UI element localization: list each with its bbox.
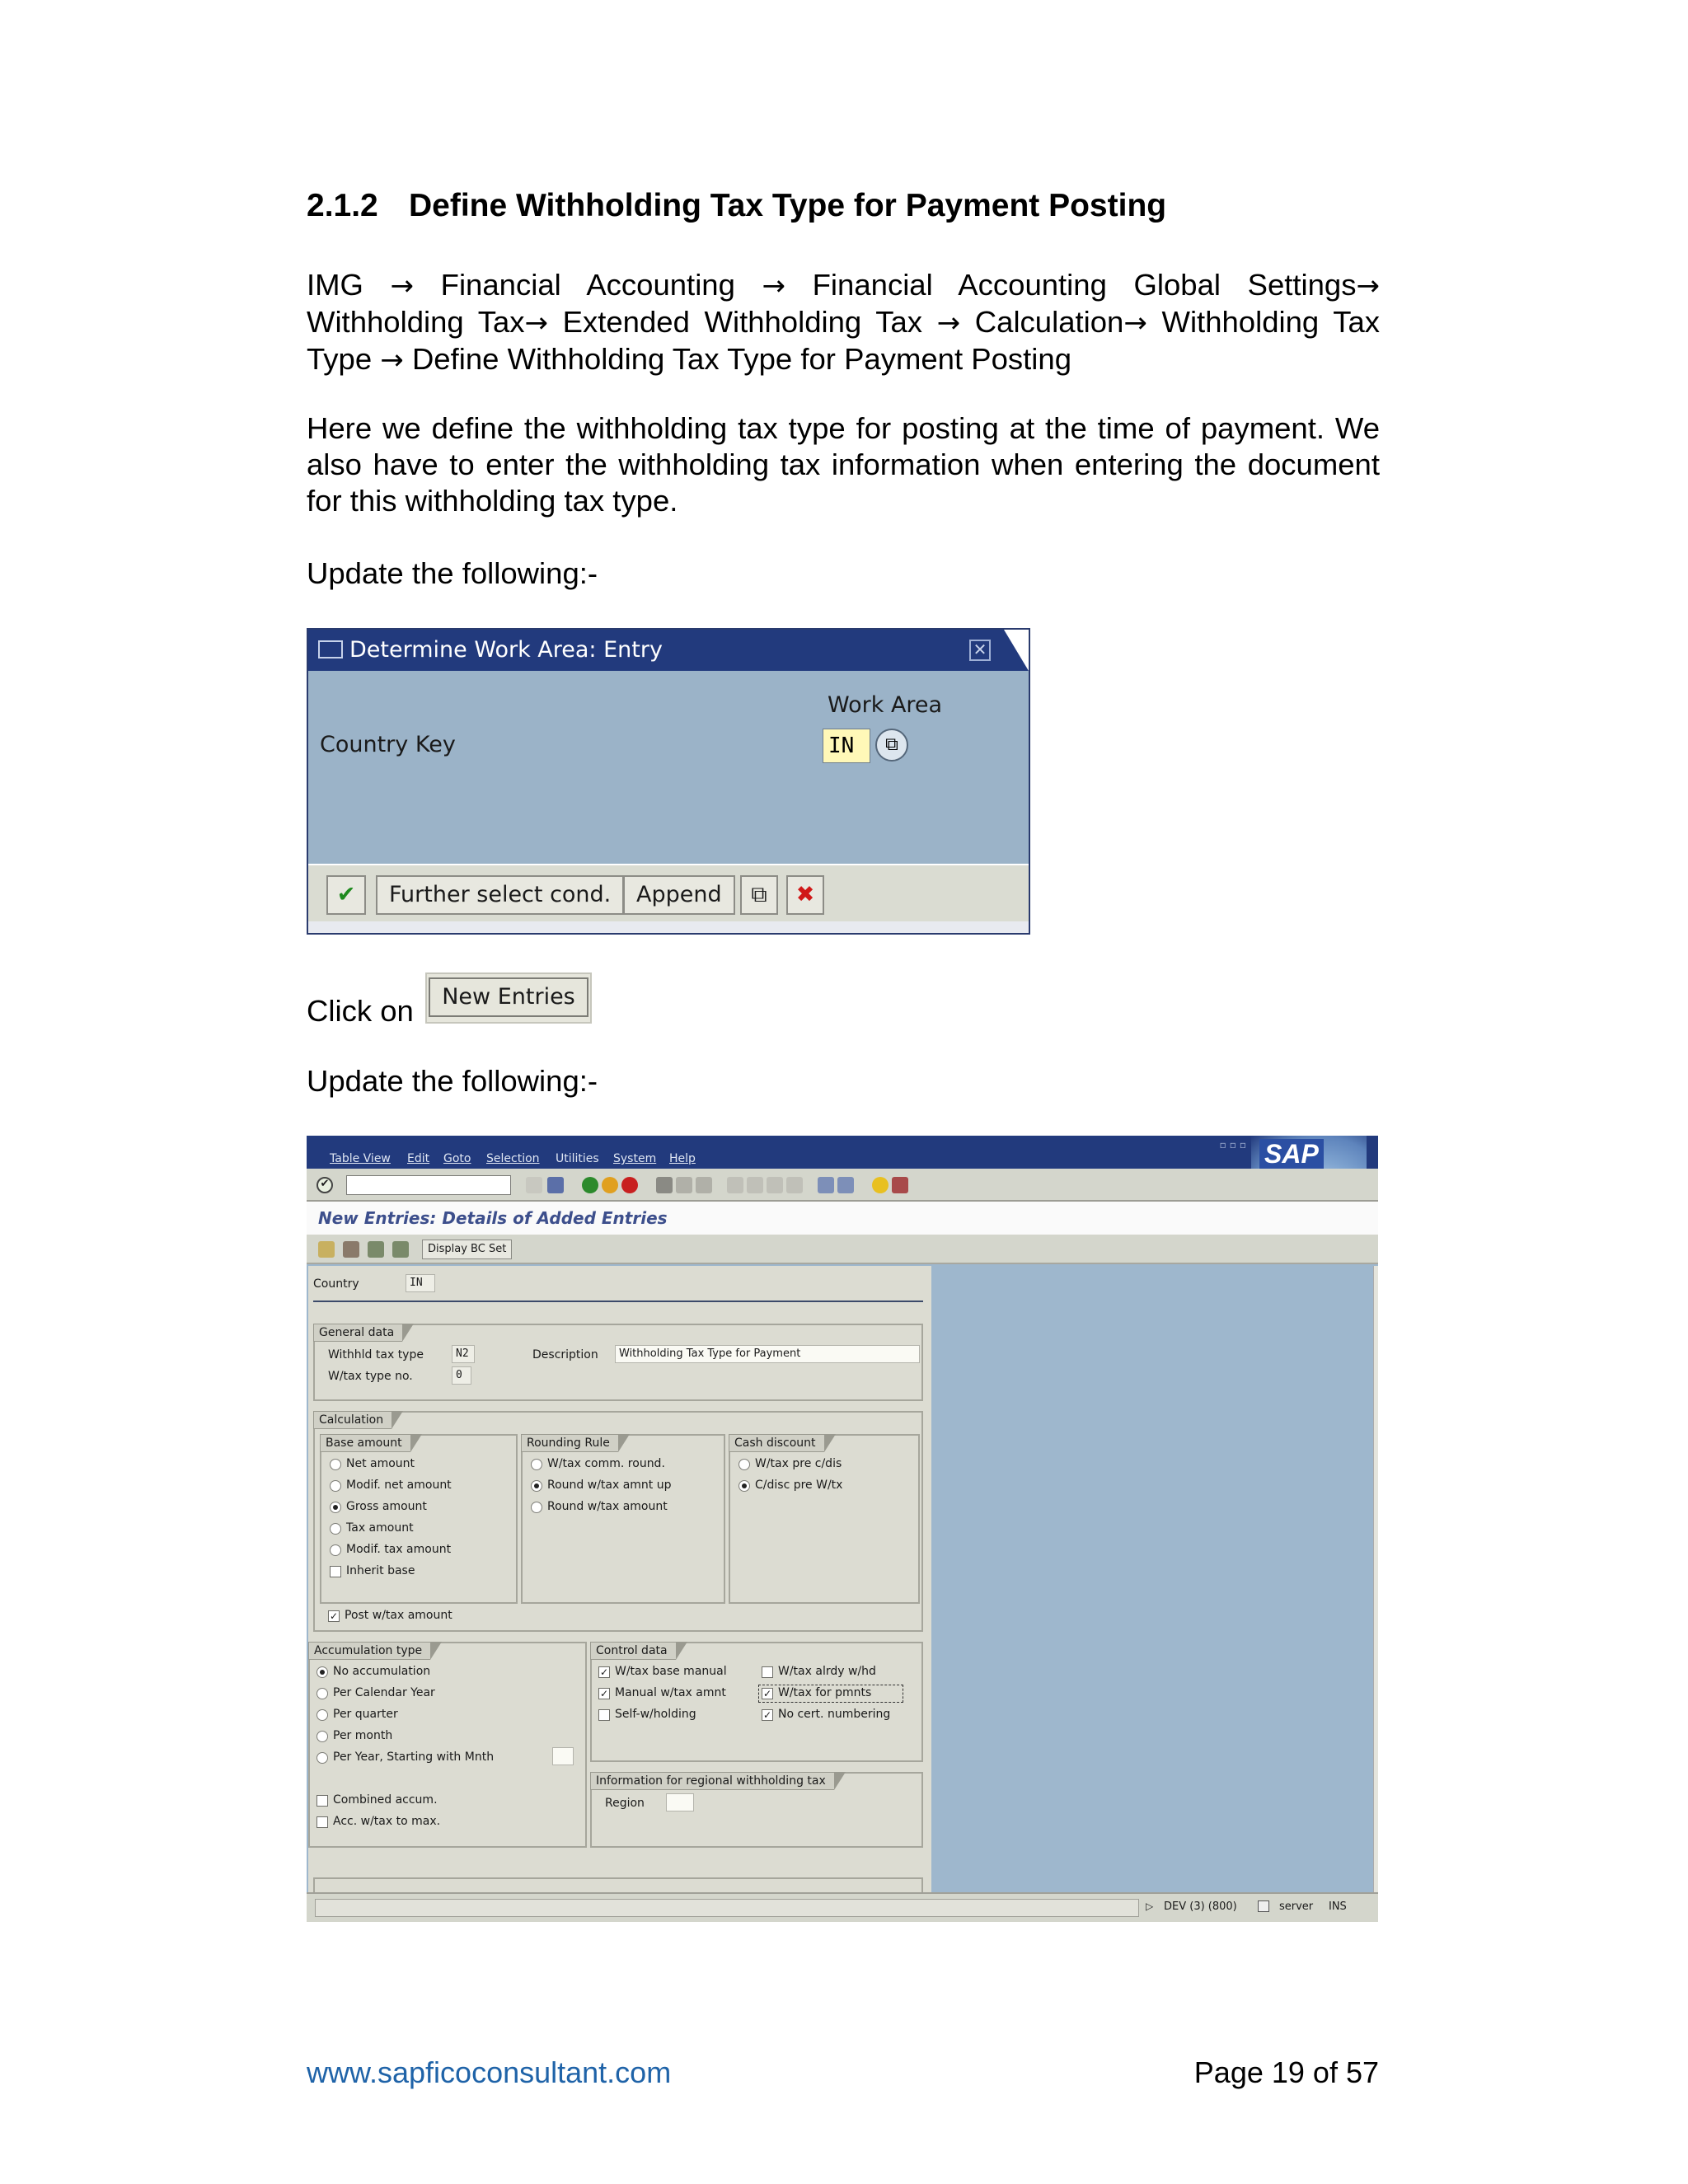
click-on-text: Click on <box>307 994 414 1028</box>
status-server: server <box>1279 1900 1314 1913</box>
save-icon[interactable] <box>547 1177 564 1193</box>
arrow-icon: → <box>762 269 786 302</box>
wtax-base-manual-label: W/tax base manual <box>615 1665 727 1678</box>
dialog-underlay <box>308 921 1029 935</box>
path-segment: Withholding Tax Type <box>307 305 1380 376</box>
country-label: Country <box>313 1277 359 1291</box>
tax-amount-label: Tax amount <box>346 1521 414 1535</box>
path-segment: Calculation <box>974 305 1124 339</box>
status-message-area <box>315 1899 1139 1917</box>
acc-wtax-to-max-checkbox[interactable] <box>316 1816 328 1828</box>
gross-amount-label: Gross amount <box>346 1500 427 1513</box>
per-month-label: Per month <box>333 1729 393 1742</box>
first-page-icon[interactable] <box>727 1177 743 1193</box>
per-year-starting-label: Per Year, Starting with Mnth <box>333 1750 495 1764</box>
confirm-check-icon[interactable]: ✔ <box>326 875 366 915</box>
general-data-title: General data <box>313 1324 402 1342</box>
status-triangle-icon[interactable]: ▷ <box>1146 1900 1154 1912</box>
radio-per-quarter[interactable] <box>316 1709 328 1721</box>
radio-per-year-starting[interactable] <box>316 1752 328 1764</box>
radio-modif-tax-amount[interactable] <box>330 1544 341 1556</box>
accumulation-title: Accumulation type <box>308 1642 430 1660</box>
region-label: Region <box>605 1797 645 1810</box>
no-cert-numbering-checkbox[interactable]: ✓ <box>762 1709 772 1721</box>
menu-goto[interactable]: Goto <box>443 1152 471 1165</box>
work-area-dialog <box>307 628 1030 935</box>
header-divider <box>313 1301 923 1302</box>
path-segment: Withholding Tax <box>307 305 525 339</box>
net-amount-label: Net amount <box>346 1457 415 1470</box>
display-change-icon[interactable] <box>318 1241 335 1258</box>
dialog-title-bar <box>308 630 1029 671</box>
no-cert-numbering-label: No cert. numbering <box>778 1708 891 1721</box>
update-instruction-2: Update the following:- <box>307 1064 598 1098</box>
path-segment: Financial Accounting <box>440 268 735 302</box>
radio-per-month[interactable] <box>316 1731 328 1742</box>
menu-system[interactable]: System <box>613 1152 657 1165</box>
page-number: Page 19 of 57 <box>1193 2055 1379 2089</box>
multiple-selection-icon[interactable]: ⧉ <box>740 875 778 915</box>
cash-discount-title: Cash discount <box>729 1434 824 1452</box>
wtax-base-manual-checkbox[interactable]: ✓ <box>599 1666 609 1678</box>
display-bc-set-button[interactable]: Display BC Set <box>422 1240 512 1259</box>
base-amount-title: Base amount <box>320 1434 410 1452</box>
dialog-window-icon <box>318 640 343 658</box>
round-wtax-amnt-up-label: Round w/tax amnt up <box>547 1479 672 1492</box>
shortcut-icon[interactable] <box>837 1177 854 1193</box>
intro-paragraph: Here we define the withholding tax type for posting at the time of payment. We also have to enter the withholding tax information when entering the document for this withholding tax type. <box>307 411 1380 518</box>
post-wtax-amount-label: Post w/tax amount <box>345 1609 452 1622</box>
control-data-title: Control data <box>590 1642 676 1660</box>
wtax-type-no-field[interactable]: 0 <box>452 1366 471 1385</box>
close-icon[interactable]: ✕ <box>969 640 991 661</box>
starting-month-field[interactable] <box>552 1747 574 1765</box>
arrow-icon: → <box>390 269 415 302</box>
country-field[interactable]: IN <box>406 1274 435 1292</box>
accumulation-group <box>308 1642 587 1848</box>
inherit-base-checkbox[interactable] <box>330 1566 341 1577</box>
find-icon[interactable] <box>676 1177 692 1193</box>
vertical-scrollbar[interactable] <box>1373 1266 1378 1892</box>
acc-wtax-to-max-label: Acc. w/tax to max. <box>333 1815 441 1828</box>
new-entries-button[interactable] <box>425 972 592 1024</box>
update-instruction: Update the following:- <box>307 556 598 590</box>
manual-wtax-amnt-label: Manual w/tax amnt <box>615 1686 726 1699</box>
radio-no-accumulation[interactable] <box>316 1666 328 1678</box>
last-page-icon[interactable] <box>786 1177 803 1193</box>
round-wtax-amount-label: Round w/tax amount <box>547 1500 668 1513</box>
status-mode: INS <box>1329 1900 1347 1913</box>
back-icon[interactable] <box>582 1177 598 1193</box>
per-quarter-label: Per quarter <box>333 1708 398 1721</box>
country-key-label: Country Key <box>320 732 456 757</box>
menu-utilities[interactable]: Utilities <box>556 1152 599 1165</box>
regional-wtax-group <box>590 1772 923 1848</box>
regional-wtax-title: Information for regional withholding tax <box>590 1772 834 1790</box>
detail-panel <box>308 1266 931 1892</box>
help-icon[interactable] <box>872 1177 889 1193</box>
new-session-icon[interactable] <box>818 1177 834 1193</box>
arrow-icon: → <box>380 344 404 377</box>
self-wholding-checkbox[interactable] <box>598 1709 610 1721</box>
further-select-button[interactable]: Further select cond. <box>376 875 624 915</box>
path-segment: Financial Accounting Global Settings <box>812 268 1357 302</box>
rounding-rule-title: Rounding Rule <box>521 1434 618 1452</box>
wtax-type-no-label: W/tax type no. <box>328 1370 413 1383</box>
post-wtax-amount-checkbox[interactable]: ✓ <box>329 1610 339 1622</box>
manual-wtax-amnt-checkbox[interactable]: ✓ <box>599 1688 609 1699</box>
description-label: Description <box>532 1348 598 1361</box>
radio-tax-amount[interactable] <box>330 1523 341 1535</box>
command-field[interactable] <box>346 1175 511 1195</box>
radio-cdisc-pre-wtx[interactable] <box>738 1480 750 1492</box>
next-page-icon[interactable] <box>767 1177 783 1193</box>
prev-page-icon[interactable] <box>747 1177 763 1193</box>
wtax-alrdy-whd-label: W/tax alrdy w/hd <box>778 1665 876 1678</box>
layout-menu-icon[interactable] <box>892 1177 908 1193</box>
country-key-input[interactable]: IN <box>823 729 870 763</box>
new-entries-label: New Entries <box>429 977 588 1017</box>
cancel-icon[interactable] <box>621 1177 638 1193</box>
enter-icon[interactable]: ✔ <box>316 1177 333 1193</box>
inherit-base-label: Inherit base <box>346 1564 415 1577</box>
radio-wtax-comm-round[interactable] <box>531 1459 542 1470</box>
wtax-for-pmnts-checkbox[interactable]: ✓ <box>762 1688 772 1699</box>
arrow-icon: → <box>524 307 548 340</box>
delete-icon[interactable] <box>343 1241 359 1258</box>
footer-website-link[interactable]: www.sapficoconsultant.com <box>307 2055 672 2089</box>
path-segment: IMG <box>307 268 363 302</box>
radio-per-calendar-year[interactable] <box>316 1688 328 1699</box>
next-entry-icon[interactable] <box>392 1241 409 1258</box>
base-amount-group <box>320 1434 518 1604</box>
calculation-group <box>313 1411 923 1632</box>
withhld-tax-type-field[interactable]: N2 <box>452 1345 475 1363</box>
arrow-icon: → <box>1356 269 1380 302</box>
combined-accum-checkbox[interactable] <box>316 1795 328 1807</box>
menu-edit[interactable]: Edit <box>407 1152 430 1165</box>
radio-round-wtax-amnt-up[interactable] <box>531 1480 542 1492</box>
sap-screen <box>307 1136 1378 1922</box>
dialog-corner <box>1004 630 1029 671</box>
sap-work-area <box>307 1266 1375 1892</box>
radio-round-wtax-amount[interactable] <box>531 1502 542 1513</box>
modif-tax-amount-label: Modif. tax amount <box>346 1543 452 1556</box>
radio-net-amount[interactable] <box>330 1459 341 1470</box>
control-data-group <box>590 1642 923 1762</box>
modif-net-amount-label: Modif. net amount <box>346 1479 452 1492</box>
per-calendar-year-label: Per Calendar Year <box>333 1686 435 1699</box>
sap-logo-text: SAP <box>1259 1139 1324 1169</box>
general-data-group <box>313 1324 923 1401</box>
arrow-icon: → <box>936 307 961 340</box>
screen-title: New Entries: Details of Added Entries <box>318 1208 668 1228</box>
work-area-label: Work Area <box>828 692 943 718</box>
dialog-toolbar <box>308 864 1029 921</box>
no-accumulation-label: No accumulation <box>333 1665 431 1678</box>
previous-entry-icon[interactable] <box>368 1241 384 1258</box>
wtax-pre-cdis-label: W/tax pre c/dis <box>755 1457 842 1470</box>
sap-title-bar <box>307 1202 1378 1235</box>
sap-status-bar <box>307 1892 1378 1922</box>
menu-table-view[interactable]: Table View <box>330 1152 391 1165</box>
match-code-icon[interactable]: ⧉ <box>875 729 908 762</box>
exit-icon[interactable] <box>602 1177 618 1193</box>
calculation-title: Calculation <box>313 1411 392 1429</box>
self-wholding-label: Self-w/holding <box>615 1708 696 1721</box>
radio-modif-net-amount[interactable] <box>330 1480 341 1492</box>
status-system: DEV (3) (800) <box>1164 1900 1237 1913</box>
section-number: 2.1.2 <box>307 188 378 223</box>
system-info-icon[interactable] <box>1258 1900 1269 1912</box>
radio-wtax-pre-cdis[interactable] <box>738 1459 750 1470</box>
dialog-title: Determine Work Area: Entry <box>349 637 663 663</box>
arrow-icon: → <box>1123 307 1147 340</box>
sap-menu-bar <box>307 1136 1378 1169</box>
combined-accum-label: Combined accum. <box>333 1793 438 1807</box>
print-icon[interactable] <box>656 1177 673 1193</box>
wtax-alrdy-whd-checkbox[interactable] <box>762 1666 773 1678</box>
append-button[interactable]: Append <box>623 875 735 915</box>
find-next-icon[interactable] <box>696 1177 712 1193</box>
cancel-x-icon[interactable]: ✖ <box>786 875 824 915</box>
sap-application-toolbar <box>307 1235 1378 1264</box>
cash-discount-group <box>729 1434 920 1604</box>
region-field[interactable] <box>666 1793 694 1811</box>
section-title: Define Withholding Tax Type for Payment Posting <box>409 188 1167 223</box>
back-nav-icon[interactable] <box>526 1177 542 1193</box>
rounding-rule-group <box>521 1434 725 1604</box>
path-segment: Define Withholding Tax Type for Payment Posting <box>411 342 1072 376</box>
description-field[interactable]: Withholding Tax Type for Payment <box>615 1345 920 1363</box>
img-path <box>307 267 1380 378</box>
menu-help[interactable]: Help <box>669 1152 696 1165</box>
sap-standard-toolbar <box>307 1169 1378 1202</box>
withhld-tax-type-label: Withhld tax type <box>328 1348 424 1361</box>
section-heading <box>307 188 1166 224</box>
path-segment: Extended Withholding Tax <box>562 305 922 339</box>
menu-selection[interactable]: Selection <box>486 1152 540 1165</box>
window-controls-icon[interactable]: ▫▫▫ <box>1219 1139 1250 1151</box>
wtax-comm-round-label: W/tax comm. round. <box>547 1457 665 1470</box>
radio-gross-amount[interactable] <box>330 1502 341 1513</box>
wtax-for-pmnts-label: W/tax for pmnts <box>778 1686 872 1699</box>
cdisc-pre-wtx-label: C/disc pre W/tx <box>755 1479 843 1492</box>
